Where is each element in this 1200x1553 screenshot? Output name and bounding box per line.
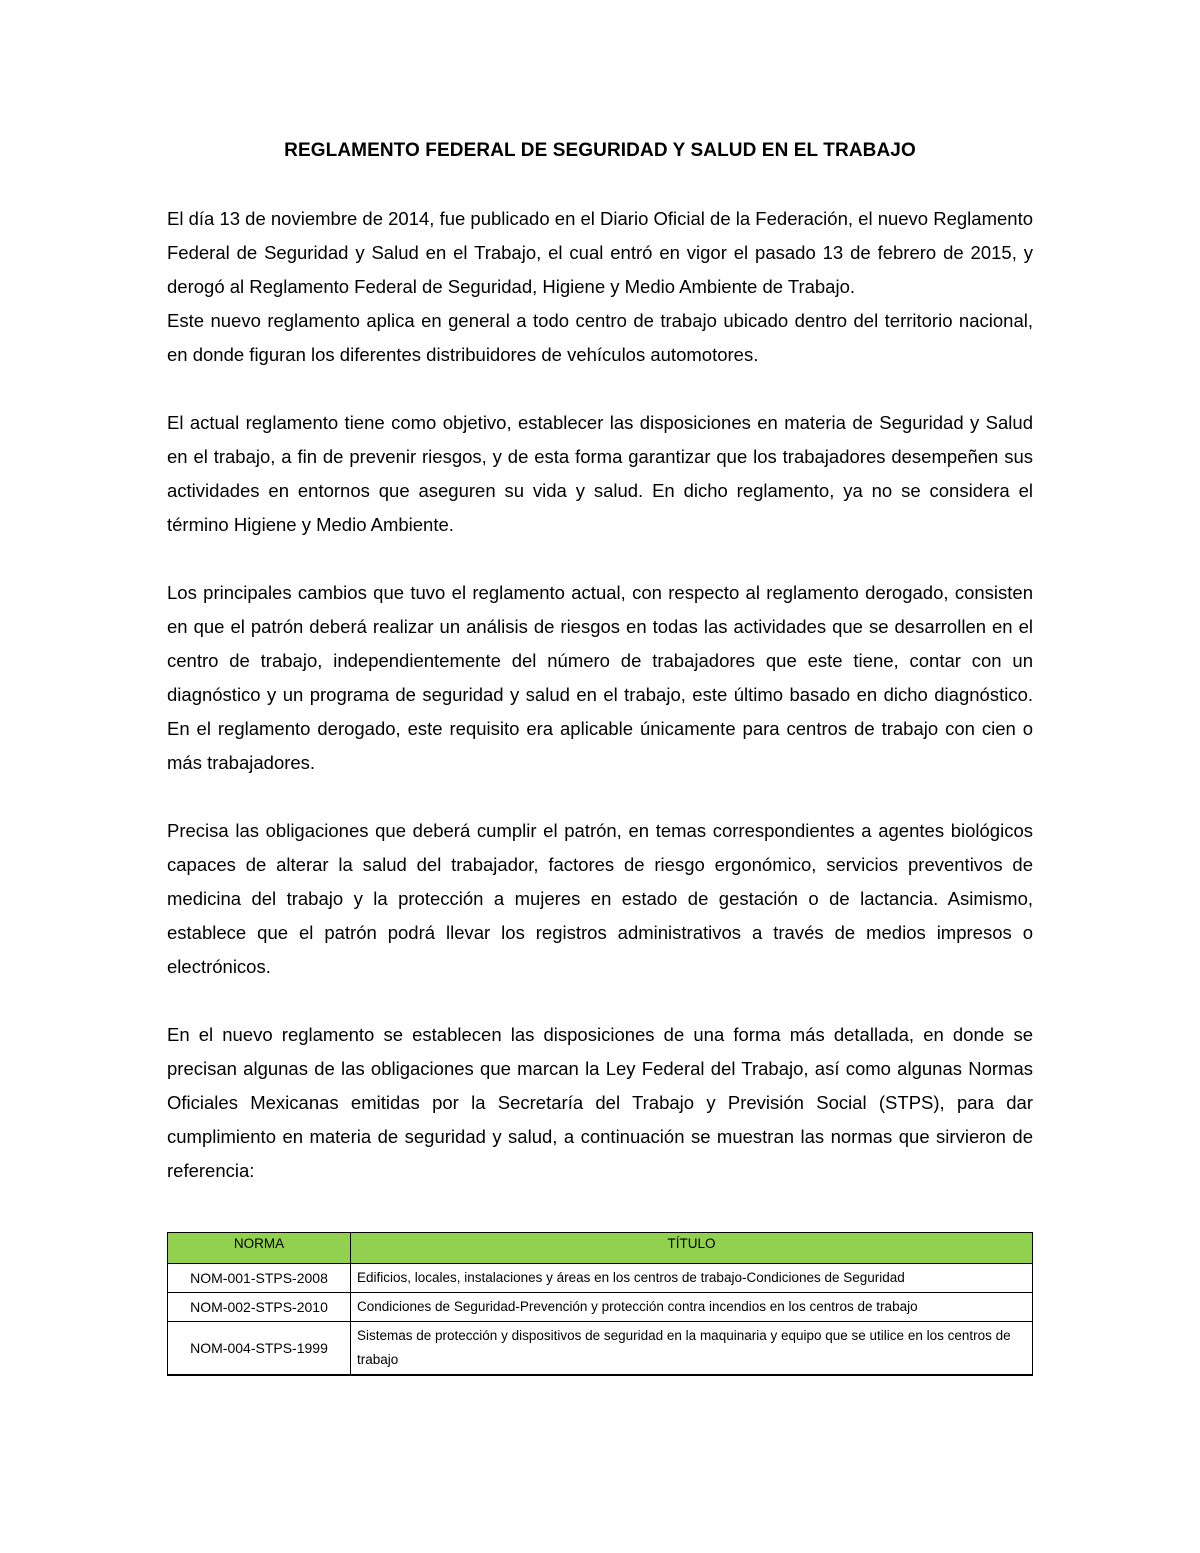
paragraph-objective: El actual reglamento tiene como objetivo, establecer las disposiciones en materia de Seguridad y Salud en el trabajo, a fin de prevenir riesgos, y de esta forma garantizar que los trabajadores desempeñen sus actividades en entornos que aseguren su vida y salud. En dicho reglamento, ya no se considera el término Higiene y Medio Ambiente. [167, 412, 1033, 535]
paragraph-scope: Este nuevo reglamento aplica en general a todo centro de trabajo ubicado dentro del territorio nacional, en donde figuran los diferentes distribuidores de vehículos automotores. [167, 310, 1033, 365]
table-header-row [168, 1233, 1033, 1264]
norma-title: Sistemas de protección y dispositivos de seguridad en la maquinaria y equipo que se utilice en los centros de trabajo [351, 1322, 1033, 1376]
table-row [168, 1264, 1033, 1293]
paragraph-spacer [167, 780, 1033, 814]
table-row [168, 1322, 1033, 1376]
paragraph-spacer [167, 984, 1033, 1018]
document-title: REGLAMENTO FEDERAL DE SEGURIDAD Y SALUD EN EL TRABAJO [284, 140, 916, 161]
paragraph-main-changes: Los principales cambios que tuvo el reglamento actual, con respecto al reglamento derogado, consisten en que el patrón deberá realizar un análisis de riesgos en todas las actividades que se desarrollen en el centro de trabajo, independientemente del número de trabajadores que este tiene, contar con un diagnóstico y un programa de seguridad y salud en el trabajo, este último basado en dicho diagnóstico. En el reglamento derogado, este requisito era aplicable únicamente para centros de trabajo con cien o más trabajadores. [167, 582, 1033, 773]
norma-code: NOM-001-STPS-2008 [168, 1264, 351, 1293]
norma-code: NOM-002-STPS-2010 [168, 1293, 351, 1322]
document-page [167, 136, 1033, 1376]
norms-table [167, 1232, 1033, 1376]
norma-code: NOM-004-STPS-1999 [168, 1322, 351, 1376]
norma-title: Condiciones de Seguridad-Prevención y protección contra incendios en los centros de trabajo [351, 1293, 1033, 1322]
paragraph-publication: El día 13 de noviembre de 2014, fue publicado en el Diario Oficial de la Federación, el nuevo Reglamento Federal de Seguridad y Salud en el Trabajo, el cual entró en vigor el pasado 13 de febrero de 2015, y derogó al Reglamento Federal de Seguridad, Higiene y Medio Ambiente de Trabajo. [167, 208, 1033, 297]
norma-title: Edificios, locales, instalaciones y áreas en los centros de trabajo-Condiciones de Seguridad [351, 1264, 1033, 1293]
paragraph-spacer [167, 372, 1033, 406]
paragraph-references: En el nuevo reglamento se establecen las disposiciones de una forma más detallada, en donde se precisan algunas de las obligaciones que marcan la Ley Federal del Trabajo, así como algunas Normas Oficiales Mexicanas emitidas por la Secretaría del Trabajo y Previsión Social (STPS), para dar cumplimiento en materia de seguridad y salud, a continuación se muestran las normas que sirvieron de referencia: [167, 1024, 1033, 1181]
table-row [168, 1293, 1033, 1322]
header-titulo: TÍTULO [351, 1233, 1033, 1264]
paragraph-spacer [167, 542, 1033, 576]
paragraph-obligations: Precisa las obligaciones que deberá cumplir el patrón, en temas correspondientes a agentes biológicos capaces de alterar la salud del trabajador, factores de riesgo ergonómico, servicios preventivos de medicina del trabajo y la protección a mujeres en estado de gestación o de lactancia. Asimismo, establece que el patrón podrá llevar los registros administrativos a través de medios impresos o electrónicos. [167, 820, 1033, 977]
header-norma: NORMA [168, 1233, 351, 1264]
